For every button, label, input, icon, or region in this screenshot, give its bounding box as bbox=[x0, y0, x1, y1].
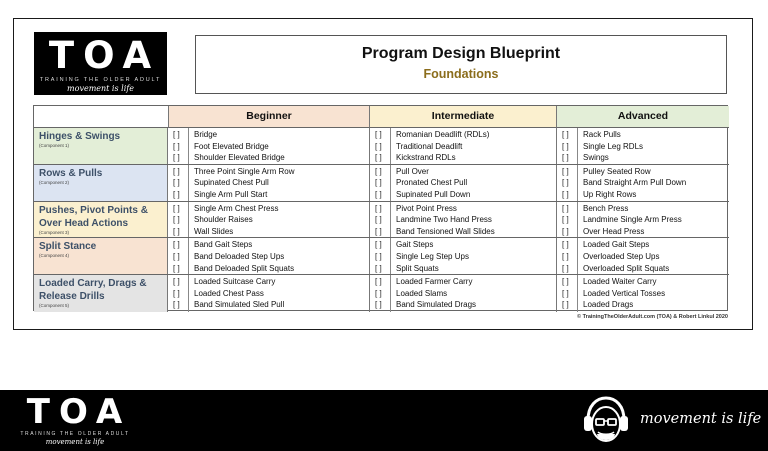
exercise-item bbox=[370, 129, 556, 141]
component-header bbox=[34, 165, 168, 201]
exercise-name: Supinated Pull Down bbox=[396, 189, 471, 199]
exercise-item bbox=[168, 226, 369, 238]
exercise-item bbox=[370, 276, 556, 288]
exercise-item bbox=[557, 189, 729, 201]
exercise-item bbox=[557, 152, 729, 164]
checkbox-marker: [ ] bbox=[173, 251, 180, 261]
checkbox-marker: [ ] bbox=[375, 215, 382, 225]
exercise-name: Pronated Chest Pull bbox=[396, 178, 468, 188]
exercise-name: Overloaded Step Ups bbox=[583, 251, 660, 261]
banner-logo-subtitle: TRAINING THE OLDER ADULT bbox=[20, 431, 130, 437]
exercise-item bbox=[557, 129, 729, 141]
exercise-name: Landmine Two Hand Press bbox=[396, 215, 492, 225]
checkbox-marker: [ ] bbox=[562, 215, 569, 225]
checkbox-marker: [ ] bbox=[173, 141, 180, 151]
checkbox-marker: [ ] bbox=[173, 178, 180, 188]
checkbox-marker: [ ] bbox=[173, 288, 180, 298]
banner-logo-letters: TOA bbox=[26, 392, 132, 432]
logo-letters: TOA bbox=[48, 34, 161, 77]
checkbox-marker: [ ] bbox=[562, 288, 569, 298]
component-row bbox=[34, 238, 729, 275]
exercise-item bbox=[370, 177, 556, 189]
component-title: Pushes, Pivot Points & Over Head Actions bbox=[39, 204, 148, 229]
checkbox-marker: [ ] bbox=[173, 226, 180, 236]
component-row bbox=[34, 275, 729, 312]
exercise-item bbox=[168, 276, 369, 288]
exercise-name: Traditional Deadlift bbox=[396, 141, 463, 151]
exercise-item bbox=[557, 214, 729, 226]
component-row bbox=[34, 165, 729, 202]
component-title: Hinges & Swings bbox=[39, 131, 121, 142]
exercise-name: Up Right Rows bbox=[583, 189, 637, 199]
exercise-name: Overloaded Split Squats bbox=[583, 263, 670, 273]
exercise-item bbox=[557, 299, 729, 311]
blueprint-card bbox=[13, 18, 753, 330]
checkbox-marker: [ ] bbox=[375, 153, 382, 163]
component-number: (Component 3) bbox=[39, 229, 70, 235]
copyright-text: © TrainingTheOlderAdult.com (TOA) & Robert Linkul 2020 bbox=[577, 314, 728, 320]
exercise-item bbox=[557, 226, 729, 238]
checkbox-marker: [ ] bbox=[173, 277, 180, 287]
exercise-item bbox=[168, 189, 369, 201]
checkbox-marker: [ ] bbox=[375, 300, 382, 310]
header-intermediate: Intermediate bbox=[369, 106, 556, 128]
component-number: (Component 2) bbox=[39, 179, 70, 185]
checkbox-marker: [ ] bbox=[562, 189, 569, 199]
exercise-item bbox=[168, 129, 369, 141]
exercise-item bbox=[370, 214, 556, 226]
checkbox-marker: [ ] bbox=[375, 251, 382, 261]
exercise-name: Pull Over bbox=[396, 166, 429, 176]
component-title: Rows & Pulls bbox=[39, 167, 103, 179]
exercise-name: Shoulder Elevated Bridge bbox=[194, 153, 285, 163]
logo-tagline: movement is life bbox=[67, 84, 134, 93]
checkbox-marker: [ ] bbox=[562, 153, 569, 163]
checkbox-marker: [ ] bbox=[173, 130, 180, 139]
exercise-name: Three Point Single Arm Row bbox=[194, 166, 295, 176]
exercise-name: Single Arm Pull Start bbox=[194, 189, 268, 199]
checkbox-marker: [ ] bbox=[562, 263, 569, 273]
checkbox-marker: [ ] bbox=[375, 166, 382, 176]
exercise-item bbox=[370, 299, 556, 311]
header-advanced: Advanced bbox=[556, 106, 729, 128]
checkbox-marker: [ ] bbox=[375, 226, 382, 236]
beginner-exercises bbox=[168, 202, 369, 238]
exercise-name: Loaded Vertical Tosses bbox=[583, 288, 666, 298]
exercise-item bbox=[168, 288, 369, 300]
component-number: (Component 4) bbox=[39, 253, 70, 259]
component-number: (Component 1) bbox=[39, 143, 70, 148]
component-header bbox=[34, 202, 168, 238]
checkbox-marker: [ ] bbox=[173, 300, 180, 310]
banner-logo-tagline: movement is life bbox=[45, 438, 105, 446]
exercise-item bbox=[557, 288, 729, 300]
checkbox-marker: [ ] bbox=[173, 153, 180, 163]
logo-subtitle: TRAINING THE OLDER ADULT bbox=[39, 77, 162, 83]
component-number: (Component 5) bbox=[39, 303, 70, 309]
exercise-item bbox=[557, 177, 729, 189]
checkbox-marker: [ ] bbox=[562, 130, 569, 139]
exercise-name: Swings bbox=[583, 153, 609, 163]
intermediate-exercises bbox=[369, 128, 556, 164]
advanced-exercises bbox=[556, 202, 729, 238]
exercise-name: Single Leg Step Ups bbox=[396, 251, 469, 261]
component-row bbox=[34, 128, 729, 165]
checkbox-marker: [ ] bbox=[173, 215, 180, 225]
advanced-exercises bbox=[556, 165, 729, 201]
exercise-name: Band Deloaded Step Ups bbox=[194, 251, 285, 261]
exercise-item bbox=[370, 141, 556, 153]
exercise-item bbox=[168, 299, 369, 311]
exercise-name: Split Squats bbox=[396, 263, 439, 273]
intermediate-exercises bbox=[369, 165, 556, 201]
advanced-exercises bbox=[556, 238, 729, 274]
checkbox-marker: [ ] bbox=[375, 203, 382, 213]
exercise-name: Loaded Waiter Carry bbox=[583, 277, 657, 287]
exercise-name: Band Simulated Drags bbox=[396, 300, 477, 310]
exercise-name: Over Head Press bbox=[583, 226, 645, 236]
exercise-name: Loaded Drags bbox=[583, 300, 634, 310]
beginner-exercises bbox=[168, 238, 369, 274]
checkbox-marker: [ ] bbox=[375, 263, 382, 273]
exercise-item bbox=[168, 239, 369, 251]
checkbox-marker: [ ] bbox=[375, 277, 382, 287]
exercise-name: Supinated Chest Pull bbox=[194, 178, 269, 188]
exercise-item bbox=[370, 288, 556, 300]
exercise-name: Band Gait Steps bbox=[194, 240, 253, 250]
checkbox-marker: [ ] bbox=[562, 203, 569, 213]
exercise-item bbox=[370, 251, 556, 263]
exercise-name: Band Straight Arm Pull Down bbox=[583, 178, 687, 188]
exercise-name: Band Deloaded Split Squats bbox=[194, 263, 295, 273]
checkbox-marker: [ ] bbox=[173, 263, 180, 273]
checkbox-marker: [ ] bbox=[375, 189, 382, 199]
exercise-name: Shoulder Raises bbox=[194, 215, 253, 225]
exercise-item bbox=[370, 203, 556, 215]
checkbox-marker: [ ] bbox=[562, 178, 569, 188]
exercise-name: Pulley Seated Row bbox=[583, 166, 651, 176]
title-box bbox=[195, 35, 727, 94]
header-beginner: Beginner bbox=[168, 106, 369, 128]
exercise-name: Landmine Single Arm Press bbox=[583, 215, 682, 225]
exercise-name: Bridge bbox=[194, 130, 218, 139]
component-title: Loaded Carry, Drags & Release Drills bbox=[39, 278, 147, 303]
checkbox-marker: [ ] bbox=[173, 166, 180, 176]
exercise-item bbox=[557, 251, 729, 263]
banner-logo bbox=[10, 394, 140, 447]
component-header bbox=[34, 238, 168, 274]
beginner-exercises bbox=[168, 275, 369, 312]
exercise-item bbox=[370, 152, 556, 164]
component-header bbox=[34, 275, 168, 312]
exercise-item bbox=[168, 177, 369, 189]
page-subtitle: Foundations bbox=[423, 67, 499, 81]
component-row bbox=[34, 202, 729, 239]
exercise-name: Loaded Gait Steps bbox=[583, 240, 650, 250]
exercise-item bbox=[168, 166, 369, 178]
checkbox-marker: [ ] bbox=[562, 166, 569, 176]
beginner-exercises bbox=[168, 165, 369, 201]
exercise-item bbox=[370, 166, 556, 178]
component-header bbox=[34, 128, 168, 164]
exercise-name: Loaded Chest Pass bbox=[194, 288, 264, 298]
exercise-item bbox=[557, 263, 729, 275]
checkbox-marker: [ ] bbox=[375, 178, 382, 188]
exercise-name: Single Leg RDLs bbox=[583, 141, 644, 151]
checkbox-marker: [ ] bbox=[173, 189, 180, 199]
exercise-name: Single Arm Chest Press bbox=[194, 203, 279, 213]
headphones-avatar-icon bbox=[580, 394, 632, 448]
checkbox-marker: [ ] bbox=[375, 288, 382, 298]
exercise-item bbox=[370, 226, 556, 238]
exercise-item bbox=[557, 276, 729, 288]
checkbox-marker: [ ] bbox=[562, 277, 569, 287]
checkbox-marker: [ ] bbox=[562, 251, 569, 261]
exercise-item bbox=[557, 239, 729, 251]
checkbox-marker: [ ] bbox=[562, 300, 569, 310]
exercise-item bbox=[168, 251, 369, 263]
exercise-item bbox=[370, 239, 556, 251]
intermediate-exercises bbox=[369, 238, 556, 274]
exercise-name: Rack Pulls bbox=[583, 130, 621, 139]
checkbox-marker: [ ] bbox=[173, 240, 180, 250]
intermediate-exercises bbox=[369, 202, 556, 238]
exercise-item bbox=[370, 189, 556, 201]
exercise-item bbox=[168, 141, 369, 153]
exercise-name: Loaded Farmer Carry bbox=[396, 277, 473, 287]
checkbox-marker: [ ] bbox=[562, 226, 569, 236]
checkbox-marker: [ ] bbox=[562, 141, 569, 151]
intermediate-exercises bbox=[369, 275, 556, 312]
toa-logo bbox=[34, 32, 167, 95]
checkbox-marker: [ ] bbox=[375, 141, 382, 151]
exercise-item bbox=[557, 203, 729, 215]
exercise-item bbox=[168, 214, 369, 226]
exercise-item bbox=[168, 152, 369, 164]
checkbox-marker: [ ] bbox=[173, 203, 180, 213]
checkbox-marker: [ ] bbox=[375, 130, 382, 139]
exercise-item bbox=[168, 263, 369, 275]
advanced-exercises bbox=[556, 128, 729, 164]
exercise-name: Foot Elevated Bridge bbox=[194, 141, 269, 151]
exercise-name: Romanian Deadlift (RDLs) bbox=[396, 130, 490, 139]
beginner-exercises bbox=[168, 128, 369, 164]
exercise-name: Gait Steps bbox=[396, 240, 434, 250]
program-table bbox=[33, 105, 728, 311]
exercise-name: Kickstrand RDLs bbox=[396, 153, 456, 163]
exercise-name: Loaded Slams bbox=[396, 288, 448, 298]
exercise-item bbox=[557, 166, 729, 178]
exercise-name: Band Simulated Sled Pull bbox=[194, 300, 285, 310]
exercise-item bbox=[168, 203, 369, 215]
page-title: Program Design Blueprint bbox=[361, 45, 561, 62]
exercise-name: Loaded Suitcase Carry bbox=[194, 277, 276, 287]
advanced-exercises bbox=[556, 275, 729, 312]
exercise-name: Pivot Point Press bbox=[396, 203, 457, 213]
checkbox-marker: [ ] bbox=[375, 240, 382, 250]
component-title: Split Stance bbox=[39, 241, 97, 253]
exercise-item bbox=[557, 141, 729, 153]
checkbox-marker: [ ] bbox=[562, 240, 569, 250]
exercise-name: Band Tensioned Wall Slides bbox=[396, 226, 495, 236]
header-corner bbox=[34, 106, 168, 128]
exercise-item bbox=[370, 263, 556, 275]
exercise-name: Bench Press bbox=[583, 203, 629, 213]
banner-right-tagline: movement is life bbox=[640, 411, 762, 427]
exercise-name: Wall Slides bbox=[194, 226, 234, 236]
